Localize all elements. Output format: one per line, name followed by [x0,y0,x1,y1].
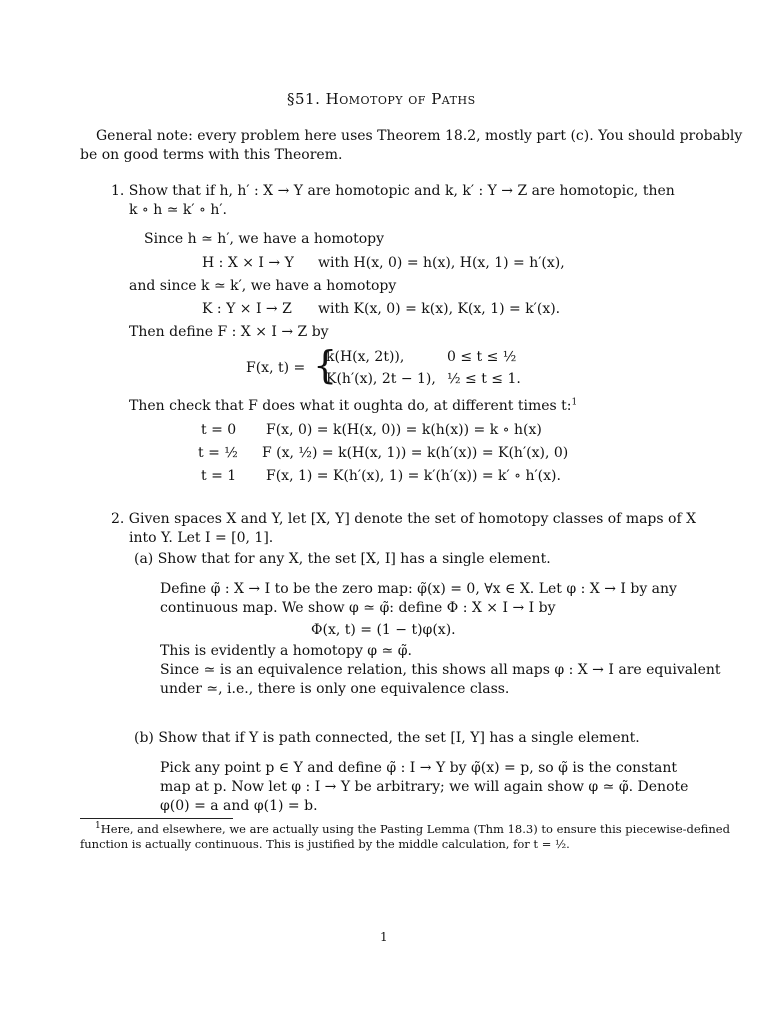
time-row-2-label: t = 1 [201,468,237,484]
F-case-2-condition: ½ ≤ t ≤ 1. [447,371,521,387]
page-title: §51. Homotopy of Paths [287,90,476,108]
footnote-line-2: function is actually continuous. This is justified by the middle calculation, for t = ½. [80,837,570,851]
footnote-mark: 1 [571,397,578,408]
time-row-0-label: t = 0 [201,422,237,438]
homotopy-K-definition: K : Y × I → Z [202,301,292,317]
F-case-1-condition: 0 ≤ t ≤ ½ [447,349,517,365]
problem-1-statement-line-2: k ∘ h ≃ k′ ∘ h′. [129,202,227,218]
part-b-proof-line-2: map at p. Now let φ : I → Y be arbitrary; we will again show φ ≃ φ̃. Denote [160,779,689,795]
time-row-1-label: t = ½ [198,445,238,461]
page-number: 1 [380,930,388,944]
F-lhs: F(x, t) = [246,360,306,376]
homotopy-K-conditions: with K(x, 0) = k(x), K(x, 1) = k′(x). [318,301,561,317]
define-F-line: Then define F : X × I → Z by [129,324,329,340]
F-case-1: k(H(x, 2t)), [326,349,405,365]
time-row-1-equation: F (x, ½) = k(H(x, 1)) = k(h′(x)) = K(h′(x), 0) [262,445,569,461]
part-a-statement: (a) Show that for any X, the set [X, I] has a single element. [134,551,551,567]
general-note-line-1: General note: every problem here uses Theorem 18.2, mostly part (c). You should probably [96,128,743,144]
homotopy-H-definition: H : X × I → Y [202,255,294,271]
time-row-0-equation: F(x, 0) = k(H(x, 0)) = k(h(x)) = k ∘ h(x) [266,422,542,438]
part-a-after-line-3: under ≃, i.e., there is only one equivalence class. [160,681,510,697]
F-case-2: K(h′(x), 2t − 1), [326,371,436,387]
part-b-proof-line-1: Pick any point p ∈ Y and define φ̃ : I → Y by φ̃(x) = p, so φ̃ is the constant [160,760,677,776]
problem-2-statement-line-2: into Y. Let I = [0, 1]. [129,530,274,546]
part-a-after-line-1: This is evidently a homotopy φ ≃ φ̃. [160,643,412,659]
problem-1-since-h: Since h ≃ h′, we have a homotopy [144,231,385,247]
piecewise-brace: { [313,343,338,387]
part-a-proof-line-2: continuous map. We show φ ≃ φ̃: define Φ : X × I → I by [160,600,556,616]
problem-1-since-k: and since k ≃ k′, we have a homotopy [129,278,397,294]
time-row-2-equation: F(x, 1) = K(h′(x), 1) = k′(h′(x)) = k′ ∘ h′(x). [266,468,561,484]
footnote-text-1: Here, and elsewhere, we are actually using the Pasting Lemma (Thm 18.3) to ensure this piecewise-defined [100,822,730,836]
part-a-after-line-2: Since ≃ is an equivalence relation, this shows all maps φ : X → I are equivalent [160,662,721,678]
problem-1-statement-line-1: 1. Show that if h, h′ : X → Y are homotopic and k, k′ : Y → Z are homotopic, then [111,183,675,199]
footnote-number: 1 [95,821,101,832]
part-b-proof-line-3: φ(0) = a and φ(1) = b. [160,798,318,814]
part-a-equation: Φ(x, t) = (1 − t)φ(x). [311,622,456,638]
homotopy-H-conditions: with H(x, 0) = h(x), H(x, 1) = h′(x), [318,255,565,271]
general-note-line-2: be on good terms with this Theorem. [80,147,343,163]
part-b-statement: (b) Show that if Y is path connected, the set [I, Y] has a single element. [134,730,640,746]
check-F-text: Then check that F does what it oughta do, at different times t: [129,398,572,414]
problem-2-statement-line-1: 2. Given spaces X and Y, let [X, Y] denote the set of homotopy classes of maps of X [111,511,697,527]
check-F-line [129,397,577,415]
part-a-proof-line-1: Define φ̃ : X → I to be the zero map: φ̃(x) = 0, ∀x ∈ X. Let φ : X → I by any [160,581,677,597]
footnote-rule [80,818,233,819]
footnote-line-1 [95,822,730,837]
